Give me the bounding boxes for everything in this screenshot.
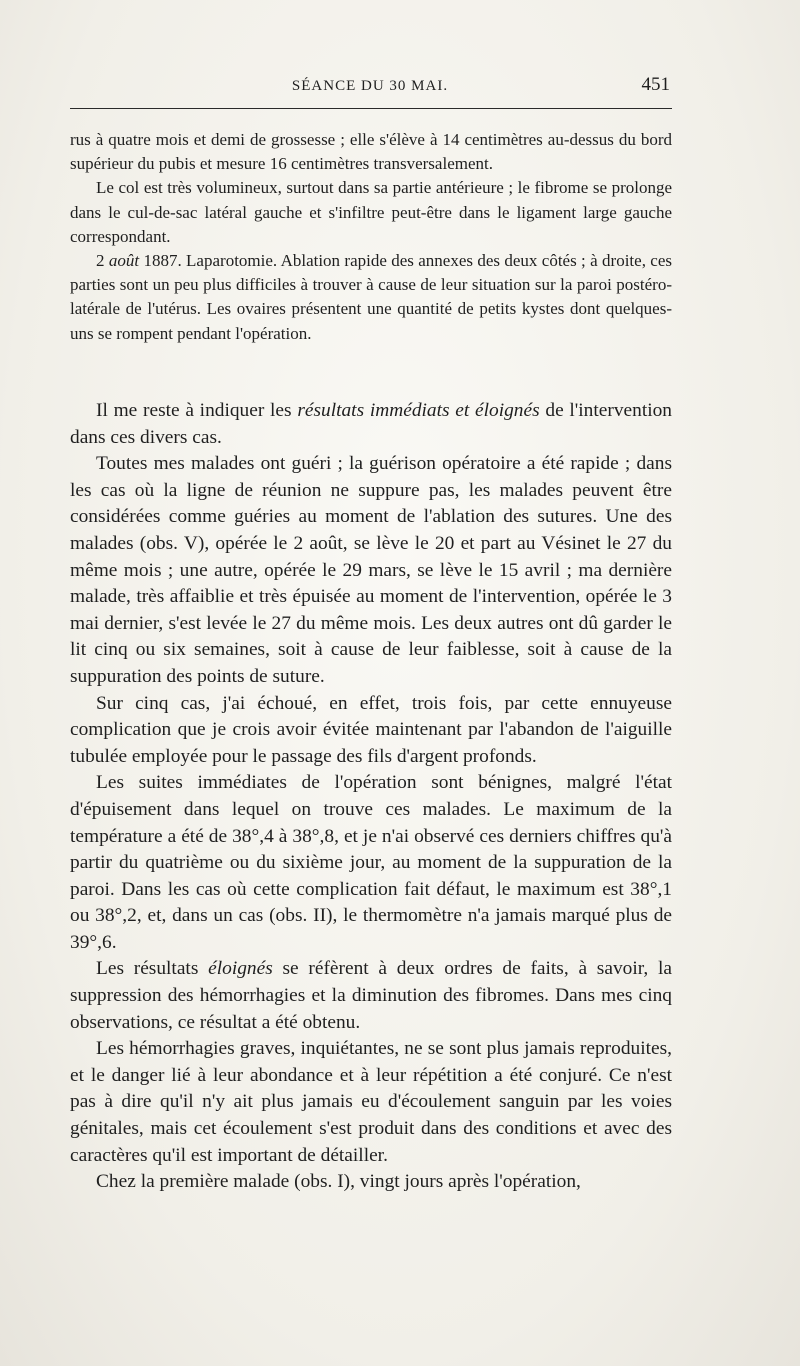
running-title: SÉANCE DU 30 MAI. bbox=[291, 78, 449, 94]
paragraph bbox=[70, 398, 672, 451]
paragraph bbox=[70, 249, 672, 346]
paragraph: Le col est très volumineux, surtout dans sa partie antérieure ; le fibrome se prolonge dans le cul-de-sac latéral gauche et s'infiltre peut-être dans le ligament large gauche correspondant. bbox=[70, 178, 672, 246]
paragraph: Sur cinq cas, j'ai échoué, en effet, trois fois, par cette ennuyeuse complication que je crois avoir évitée maintenant par l'abandon de l'aiguille tubulée employée pour le passage des fils d'argent profonds. bbox=[70, 692, 672, 767]
text-run: Il me reste à indiquer les bbox=[96, 400, 298, 421]
paragraph: rus à quatre mois et demi de grossesse ; elle s'élève à 14 centimètres au-dessus du bord supérieur du pubis et mesure 16 centimètres transversalement. bbox=[70, 130, 672, 174]
paragraph: Les suites immédiates de l'opération sont bénignes, malgré l'état d'épuisement dans lequel on trouve ces malades. Le maximum de la température a été de 38°,4 à 38°,8, et je n'ai observé ces derniers chiffres qu'à partir du quatrième ou du sixième jour, au moment de la suppuration de la paroi. Dans les cas où cette complication fait défaut, le maximum est 38°,1 ou 38°,2, et, dans un cas (obs. II), le thermomètre n'a jamais marqué plus de 39°,6. bbox=[70, 772, 672, 953]
header-rule bbox=[70, 108, 672, 109]
paragraph-text: 1887. Laparotomie. Ablation rapide des annexes des deux côtés ; à droite, ces parties sont un peu plus difficiles à trouver à cause de leur situation sur la paroi postéro-latérale de l'utérus. Les ovaires présentent une quantité de petits kystes dont quelques-uns se rompent pendant l'opération. bbox=[70, 251, 673, 343]
italic-run: résultats immédiats et éloignés bbox=[297, 400, 540, 421]
case-notes bbox=[70, 128, 672, 346]
paragraph bbox=[70, 956, 672, 1036]
date-day: 2 bbox=[96, 251, 105, 271]
running-head bbox=[70, 72, 670, 102]
paragraph: Les hémorrhagies graves, inquiétantes, ne se sont plus jamais reproduites, et le danger lié à leur abondance et à leur répétition a été conjuré. Ce n'est pas à dire qu'il n'y ait plus jamais eu d'écoulement sanguin par les voies génitales, mais cet écoulement s'est produit dans des conditions et avec des caractères qu'il est important de détailler. bbox=[70, 1038, 672, 1166]
paragraph: Toutes mes malades ont guéri ; la guérison opératoire a été rapide ; dans les cas où la ligne de réunion ne suppure pas, les malades peuvent être considérées comme guéries au moment de l'ablation des sutures. Une des malades (obs. V), opérée le 2 août, se lève le 20 et part au Vésinet le 27 du même mois ; une autre, opérée le 29 mars, se lève le 15 avril ; ma dernière malade, très affaiblie et très épuisée au moment de l'intervention, opérée le 3 mai dernier, s'est levée le 27 du même mois. Les deux autres ont dû garder le lit cinq ou six semaines, soit à cause de leur faiblesse, soit à cause de la suppuration des points de suture. bbox=[70, 453, 672, 687]
page-number: 451 bbox=[641, 74, 670, 95]
date-month: août bbox=[108, 251, 140, 271]
text-run: Les résultats bbox=[96, 958, 209, 980]
main-text bbox=[70, 398, 672, 1196]
italic-run: éloignés bbox=[208, 958, 273, 980]
text-run: de l'intervention dans ces divers cas. bbox=[70, 400, 672, 448]
text-run: se réfèrent à deux ordres de faits, à savoir, la suppression des hémorrhagies et la diminution des fibromes. Dans mes cinq observations, ce résultat a été obtenu. bbox=[70, 958, 672, 1033]
paragraph: Chez la première malade (obs. I), vingt jours après l'opération, bbox=[96, 1171, 581, 1193]
